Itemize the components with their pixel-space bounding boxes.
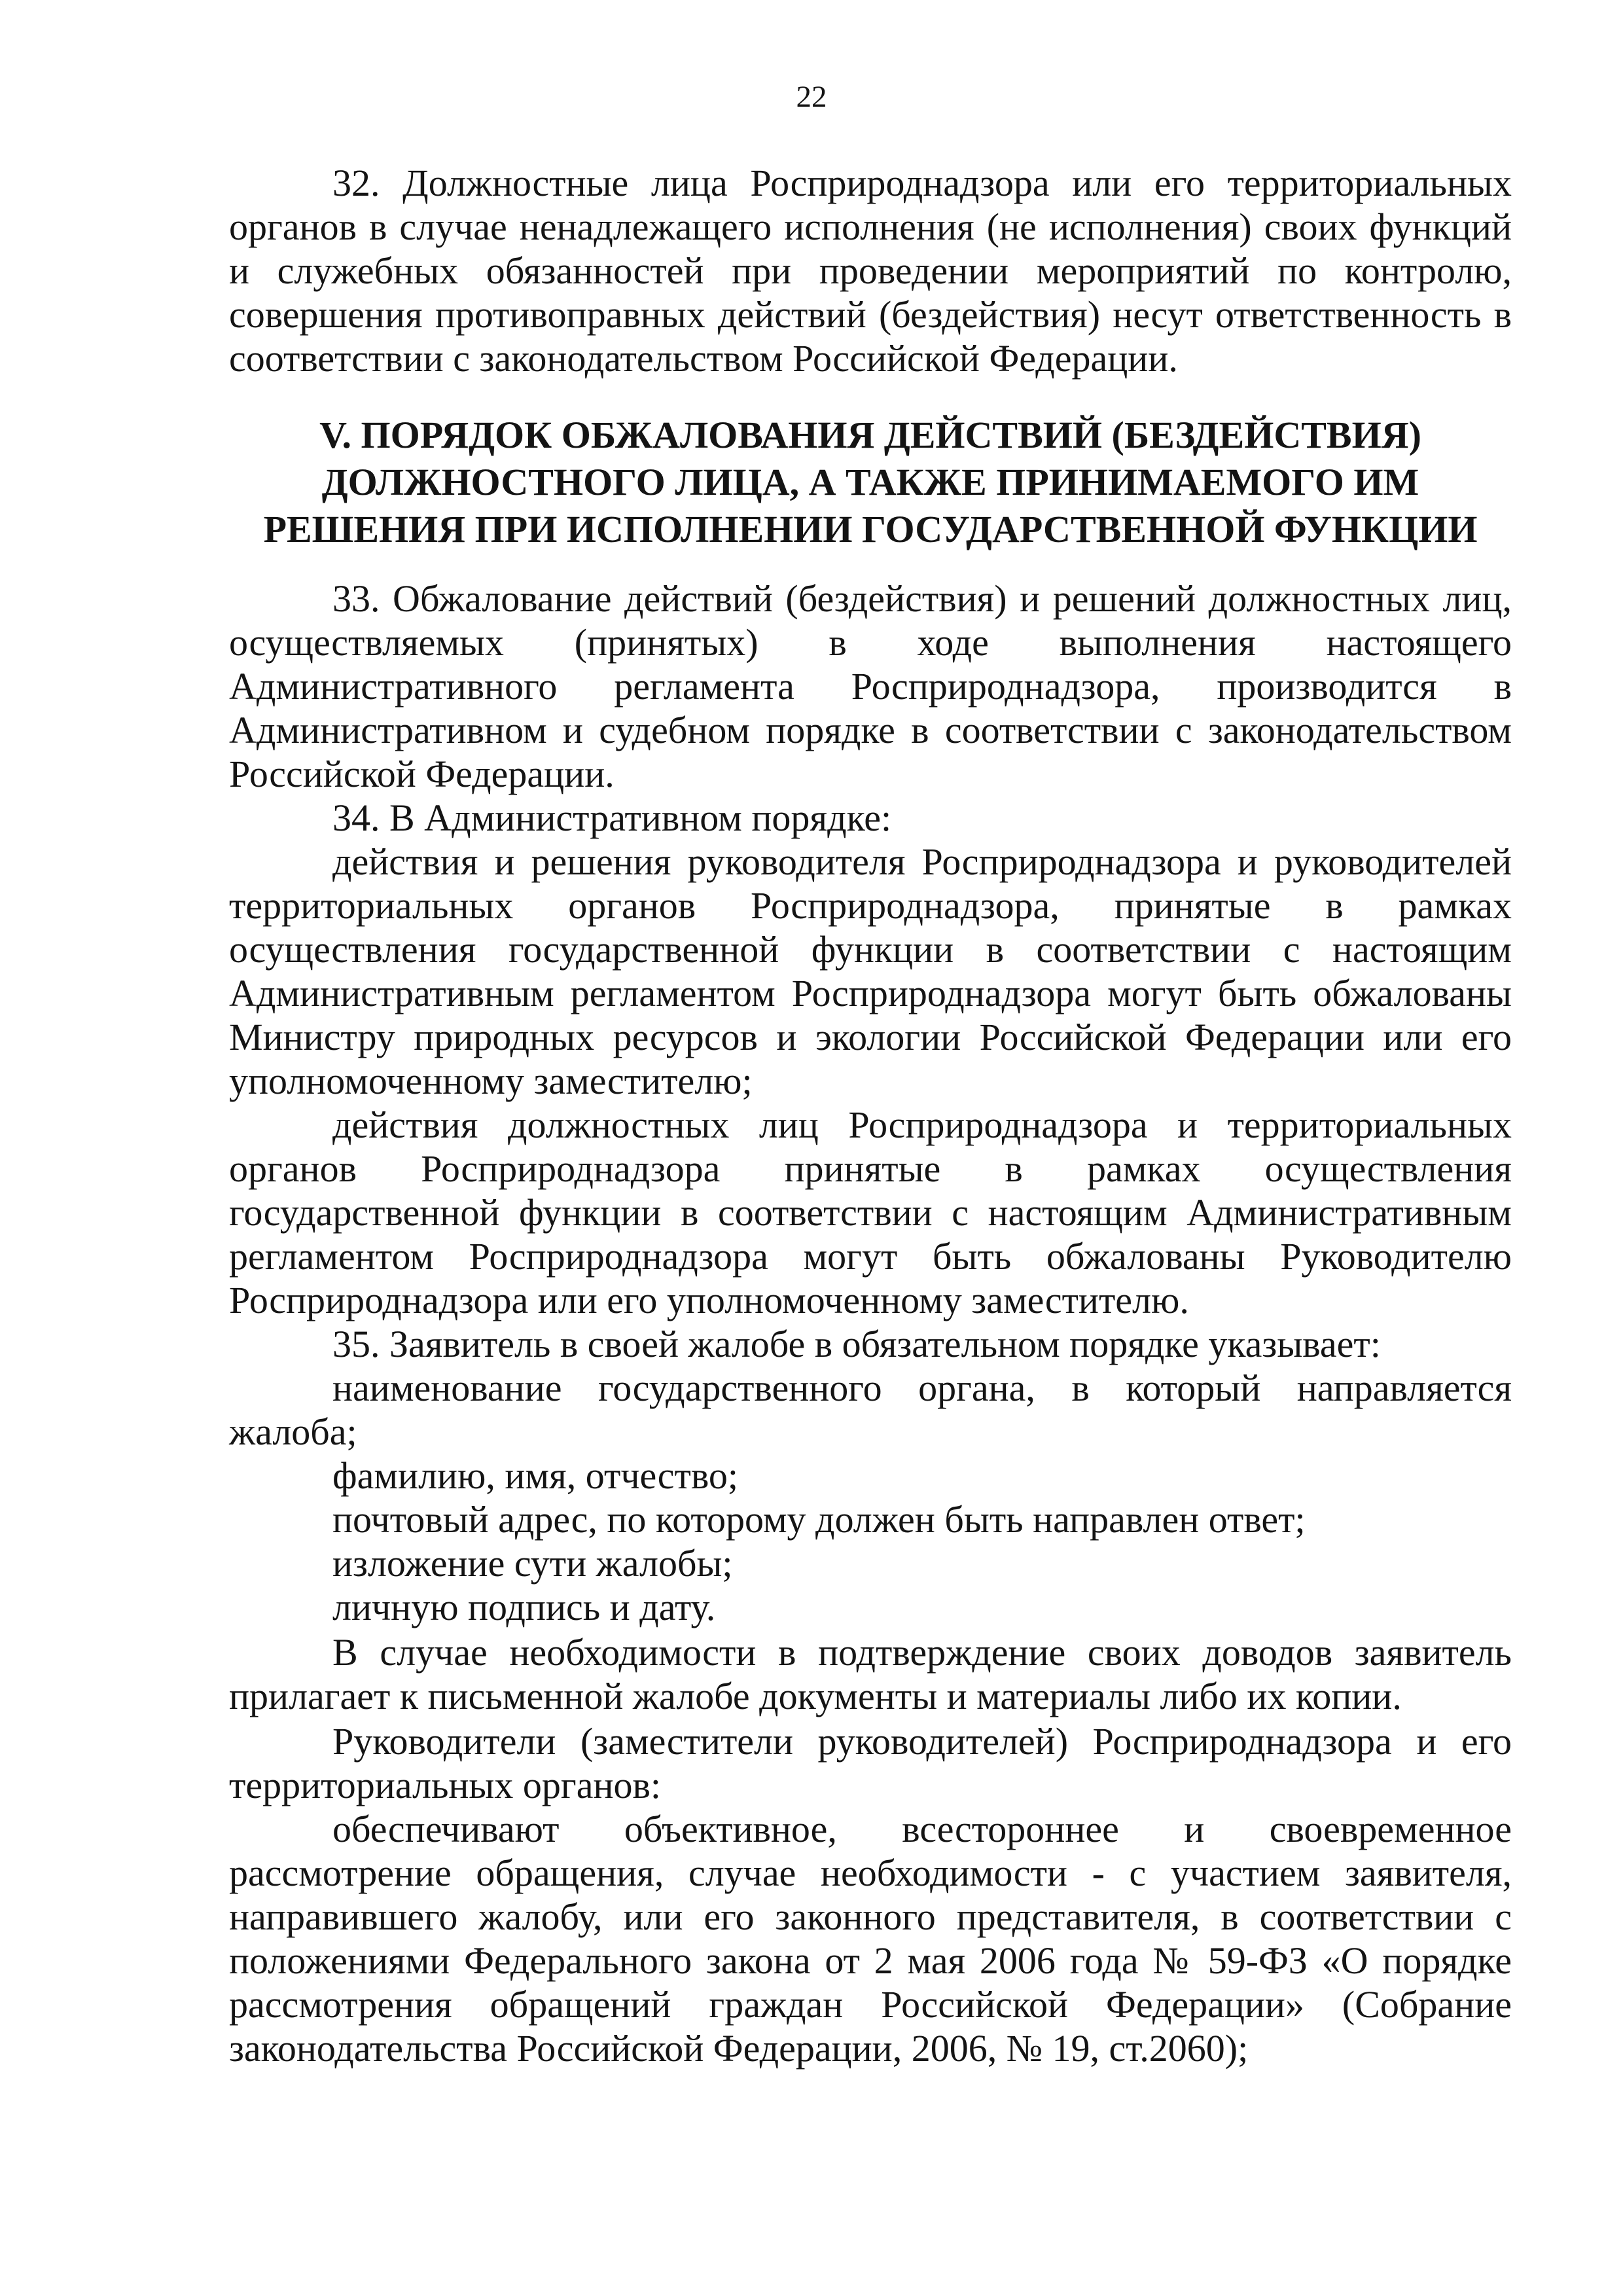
paragraph-35-heads-item-1: обеспечивают объективное, всестороннее и своевременное рассмотрение обращения, случае необходимости - с участием заявителя, направившего жалобу, или его законного представителя, в соответствии с положениями Федерального закона от 2 мая 2006 года № 59-ФЗ «О порядке рассмотрения обращений граждан Российской Федерации» (Собрание законодательства Российской Федерации, 2006, № 19, ст.2060); [229,1808,1512,2070]
paragraph-35-attachments: В случае необходимости в подтверждение своих доводов заявитель прилагает к письменной жалобе документы и материалы либо их копии. [229,1631,1512,1717]
paragraph-34: 34. В Административном порядке: [332,797,892,839]
section-heading [229,412,1512,553]
page-number: 22 [796,80,827,114]
paragraph-34-item-2: действия должностных лиц Росприроднадзора и территориальных органов Росприроднадзора принятые в рамках осуществления государственной функции в соответствии с настоящим Административным регламентом Росприроднадзора могут быть обжалованы Руководителю Росприроднадзора или его уполномоченному заместителю. [229,1103,1512,1321]
paragraph-35-item-4: изложение сути жалобы; [332,1542,733,1585]
section-heading-line-2: ДОЛЖНОСТНОГО ЛИЦА, А ТАКЖЕ ПРИНИМАЕМОГО ИМ [321,461,1419,503]
section-heading-line-1: V. ПОРЯДОК ОБЖАЛОВАНИЯ ДЕЙСТВИЙ (БЕЗДЕЙСТВИЯ) [319,414,1421,456]
paragraph-33: 33. Обжалование действий (бездействия) и решений должностных лиц, осуществляемых (принятых) в ходе выполнения настоящего Административного регламента Росприроднадзора, производится в Административном и судебном порядке в соответствии с законодательством Российской Федерации. [229,577,1512,795]
paragraph-35-item-5: личную подпись и дату. [332,1586,716,1628]
paragraph-35-heads: Руководители (заместители руководителей) Росприроднадзора и его территориальных органов: [229,1720,1512,1806]
paragraph-35-item-2: фамилию, имя, отчество; [332,1454,738,1497]
paragraph-35-item-3: почтовый адрес, по которому должен быть направлен ответ; [332,1498,1306,1541]
section-heading-line-3: РЕШЕНИЯ ПРИ ИСПОЛНЕНИИ ГОСУДАРСТВЕННОЙ ФУНКЦИИ [263,508,1478,550]
document-body [229,161,1512,2070]
paragraph-35-item-1: наименование государственного органа, в который направляется жалоба; [229,1367,1512,1453]
paragraph-35: 35. Заявитель в своей жалобе в обязательном порядке указывает: [332,1323,1381,1365]
paragraph-34-item-1: действия и решения руководителя Росприроднадзора и руководителей территориальных органов Росприроднадзора, принятые в рамках осуществления государственной функции в соответствии с настоящим Административным регламентом Росприроднадзора могут быть обжалованы Министру природных ресурсов и экологии Российской Федерации или его уполномоченному заместителю; [229,840,1512,1102]
paragraph-32: 32. Должностные лица Росприроднадзора или его территориальных органов в случае ненадлежащего исполнения (не исполнения) своих функций и служебных обязанностей при проведении мероприятий по контролю, совершения противоправных действий (бездействия) несут ответственность в соответствии с законодательством Российской Федерации. [229,162,1512,380]
